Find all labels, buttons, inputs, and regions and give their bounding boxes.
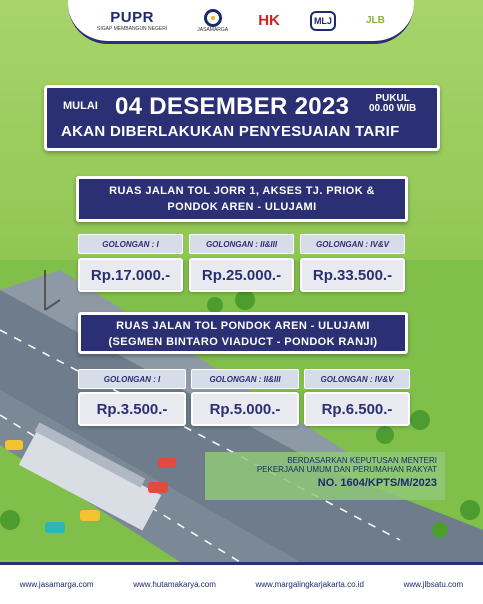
section1-title-line2: PONDOK AREN - ULUJAMI [167,201,317,213]
headline-time [369,94,416,114]
section2-group1-price: Rp.3.500.- [78,392,186,426]
footer-link-margalingkar[interactable]: www.margalingkarjakarta.co.id [255,580,364,589]
section1-title-line1: RUAS JALAN TOL JORR 1, AKSES TJ. PRIOK & [109,185,375,197]
headline-pukul-label: PUKUL [375,93,410,104]
decree-note [205,452,445,500]
pupr-logo [97,9,167,32]
section2-group3-label: GOLONGAN : IV&V [304,369,410,389]
footer-link-hutamakarya[interactable]: www.hutamakarya.com [133,580,216,589]
section1-group2-label: GOLONGAN : II&III [189,234,294,254]
section2-title [78,312,408,354]
section2-title-line2: (SEGMEN BINTARO VIADUCT - PONDOK RANJI) [108,336,378,348]
jlb-logo [366,15,385,26]
pupr-tagline: SIGAP MEMBANGUN NEGERI [97,26,168,32]
section1-group3-price: Rp.33.500.- [300,258,405,292]
section2-title-line1: RUAS JALAN TOL PONDOK AREN - ULUJAMI [116,320,370,332]
footer-link-jlbsatu[interactable]: www.jlbsatu.com [403,580,464,589]
mlj-logo-text: MLJ [310,11,336,31]
pupr-logo-text: PUPR [110,9,154,26]
jasamarga-logo-text: JASAMARGA [197,26,229,33]
section2-group2-label: GOLONGAN : II&III [191,369,299,389]
section1-group1-label: GOLONGAN : I [78,234,183,254]
section1-group1-price: Rp.17.000.- [78,258,183,292]
logo-bar [68,0,414,44]
section2-group1-label: GOLONGAN : I [78,369,186,389]
headline-prefix: MULAI [63,100,98,112]
hk-logo-text: HK [258,12,280,29]
jasamarga-logo [197,9,228,33]
jlb-logo-text: JLB [366,15,385,26]
decree-line2: PEKERJAAN UMUM DAN PERUMAHAN RAKYAT [256,465,437,474]
section1-group3-label: GOLONGAN : IV&V [300,234,405,254]
jasamarga-icon [204,9,222,27]
headline-banner [44,85,440,151]
decree-line1: BERDASARKAN KEPUTUSAN MENTERI [287,456,437,465]
headline-time-value: 00.00 WIB [369,103,417,114]
section1-group2-price: Rp.25.000.- [189,258,294,292]
decree-number: NO. 1604/KPTS/M/2023 [317,477,437,489]
section2-group2-price: Rp.5.000.- [191,392,299,426]
footer-links [0,562,483,604]
headline-subtitle: AKAN DIBERLAKUKAN PENYESUAIAN TARIF [61,123,400,140]
footer-link-jasamarga[interactable]: www.jasamarga.com [19,580,94,589]
hk-logo [258,12,280,29]
mlj-logo [310,11,336,31]
headline-date: 04 DESEMBER 2023 [115,93,350,120]
section1-title [76,176,408,222]
section2-group3-price: Rp.6.500.- [304,392,410,426]
